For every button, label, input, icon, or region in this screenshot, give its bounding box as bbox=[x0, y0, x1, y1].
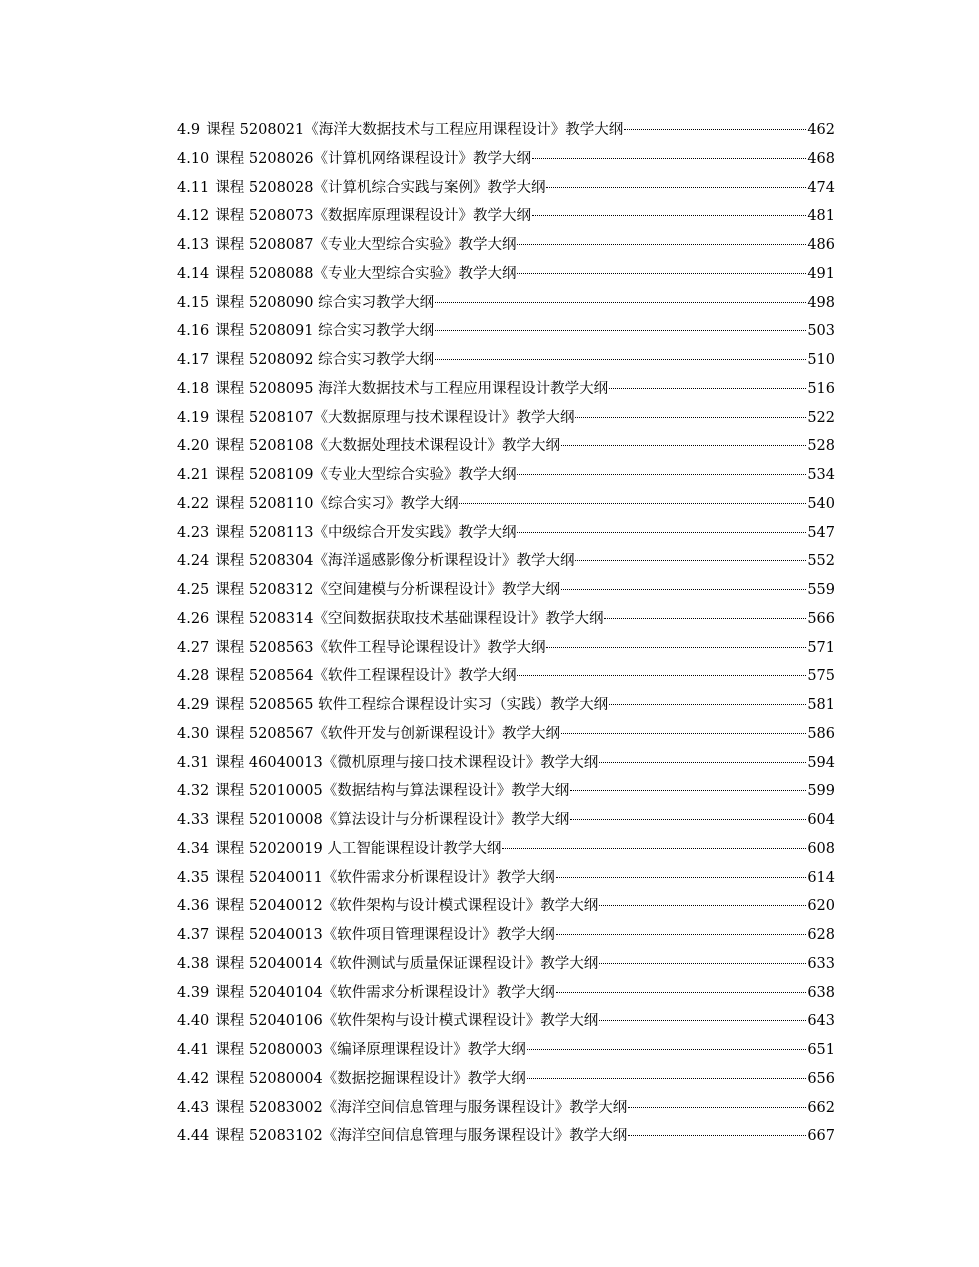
toc-entry[interactable] bbox=[177, 174, 835, 203]
toc-dot-leader bbox=[517, 273, 806, 274]
toc-entry-title: 课程 5208073《数据库原理课程设计》教学大纲 bbox=[215, 208, 531, 225]
toc-entry-page-number: 638 bbox=[807, 984, 835, 1001]
toc-entry-title-group bbox=[177, 116, 623, 145]
toc-entry[interactable] bbox=[177, 892, 835, 921]
toc-entry-title: 课程 5208107《大数据原理与技术课程设计》教学大纲 bbox=[215, 409, 575, 426]
toc-dot-leader bbox=[546, 187, 806, 188]
toc-entry[interactable] bbox=[177, 432, 835, 461]
toc-entry-title: 课程 52080003《编译原理课程设计》教学大纲 bbox=[215, 1042, 526, 1058]
toc-entry-page-number: 559 bbox=[807, 582, 835, 598]
toc-entry-title: 课程 5208110《综合实习》教学大纲 bbox=[215, 495, 459, 512]
toc-entry-number: 4.44 bbox=[177, 1128, 210, 1145]
toc-entry-title: 课程 52040104《软件需求分析课程设计》教学大纲 bbox=[215, 984, 555, 1001]
toc-entry-title-group bbox=[177, 950, 598, 979]
toc-entry-title: 课程 52010005《数据结构与算法课程设计》教学大纲 bbox=[215, 783, 570, 800]
toc-entry-page-number: 643 bbox=[807, 1013, 835, 1030]
toc-dot-leader bbox=[517, 675, 806, 676]
toc-entry-page-number: 586 bbox=[807, 725, 835, 742]
toc-entry-number: 4.27 bbox=[177, 639, 210, 656]
table-of-contents bbox=[177, 116, 835, 1151]
toc-entry-page-number: 498 bbox=[807, 294, 835, 311]
toc-entry-title-group bbox=[177, 576, 560, 605]
toc-dot-leader bbox=[517, 532, 806, 533]
toc-entry-page-number: 575 bbox=[807, 668, 835, 685]
toc-entry-number: 4.39 bbox=[177, 984, 210, 1001]
toc-entry-title: 课程 52040014《软件测试与质量保证课程设计》教学大纲 bbox=[215, 955, 599, 972]
toc-dot-leader bbox=[628, 1135, 806, 1136]
toc-entry-title-group bbox=[177, 1007, 598, 1036]
toc-entry-title-group bbox=[177, 432, 560, 461]
toc-entry-title-group bbox=[177, 777, 569, 806]
toc-entry-title: 课程 5208021《海洋大数据技术与工程应用课程设计》教学大纲 bbox=[206, 122, 624, 138]
toc-entry-page-number: 481 bbox=[807, 208, 835, 225]
toc-entry-page-number: 566 bbox=[807, 610, 835, 627]
toc-entry-title: 课程 5208312《空间建模与分析课程设计》教学大纲 bbox=[215, 582, 560, 598]
toc-entry[interactable] bbox=[177, 605, 835, 634]
toc-entry-title-group bbox=[177, 174, 545, 203]
toc-entry-number: 4.28 bbox=[177, 668, 210, 685]
toc-entry-number: 4.26 bbox=[177, 610, 210, 627]
toc-dot-leader bbox=[527, 1049, 807, 1050]
toc-entry-title-group bbox=[177, 1094, 627, 1123]
toc-entry-number: 4.38 bbox=[177, 955, 210, 972]
toc-entry-title: 课程 5208108《大数据处理技术课程设计》教学大纲 bbox=[215, 438, 560, 455]
toc-dot-leader bbox=[609, 388, 806, 389]
toc-entry-number: 4.18 bbox=[177, 380, 210, 397]
toc-entry-title-group bbox=[177, 317, 434, 346]
toc-dot-leader bbox=[575, 417, 806, 418]
toc-entry-number: 4.17 bbox=[177, 352, 210, 368]
toc-dot-leader bbox=[561, 445, 806, 446]
toc-entry-title-group bbox=[177, 691, 608, 720]
toc-entry-title-group bbox=[177, 145, 531, 174]
toc-entry-number: 4.12 bbox=[177, 208, 210, 225]
toc-entry-title: 课程 5208088《专业大型综合实验》教学大纲 bbox=[215, 265, 517, 282]
toc-entry-title: 课程 5208113《中级综合开发实践》教学大纲 bbox=[215, 524, 517, 541]
toc-dot-leader bbox=[561, 589, 806, 590]
toc-entry-title-group bbox=[177, 806, 569, 835]
toc-entry-page-number: 468 bbox=[807, 150, 835, 167]
toc-entry-number: 4.41 bbox=[177, 1042, 210, 1058]
toc-entry-title-group bbox=[177, 260, 516, 289]
toc-dot-leader bbox=[556, 877, 807, 878]
toc-entry-number: 4.23 bbox=[177, 524, 210, 541]
toc-entry[interactable] bbox=[177, 921, 835, 950]
toc-entry-number: 4.40 bbox=[177, 1013, 210, 1030]
toc-entry-number: 4.11 bbox=[177, 179, 210, 196]
toc-entry-title-group bbox=[177, 231, 516, 260]
toc-entry-page-number: 540 bbox=[807, 495, 835, 512]
toc-entry-page-number: 547 bbox=[807, 524, 835, 541]
toc-entry-title: 课程 52040106《软件架构与设计模式课程设计》教学大纲 bbox=[215, 1013, 599, 1030]
toc-entry-title-group bbox=[177, 979, 555, 1008]
toc-entry-title-group bbox=[177, 346, 434, 375]
toc-entry-title: 课程 52020019 人工智能课程设计教学大纲 bbox=[215, 840, 502, 857]
toc-entry[interactable] bbox=[177, 864, 835, 893]
toc-entry[interactable] bbox=[177, 519, 835, 548]
toc-dot-leader bbox=[609, 704, 806, 705]
toc-dot-leader bbox=[599, 905, 806, 906]
toc-entry-title: 课程 52040013《软件项目管理课程设计》教学大纲 bbox=[215, 927, 555, 943]
toc-entry[interactable] bbox=[177, 1094, 835, 1123]
toc-entry-page-number: 534 bbox=[807, 467, 835, 483]
toc-dot-leader bbox=[532, 215, 806, 216]
toc-entry-title: 课程 5208564《软件工程课程设计》教学大纲 bbox=[215, 668, 517, 685]
toc-entry[interactable] bbox=[177, 835, 835, 864]
toc-entry-number: 4.24 bbox=[177, 553, 210, 570]
toc-entry-page-number: 571 bbox=[807, 639, 835, 656]
toc-entry-title: 课程 5208314《空间数据获取技术基础课程设计》教学大纲 bbox=[215, 610, 604, 627]
toc-entry-page-number: 594 bbox=[807, 754, 835, 771]
toc-entry[interactable] bbox=[177, 950, 835, 979]
toc-entry[interactable] bbox=[177, 490, 835, 519]
toc-entry-title-group bbox=[177, 892, 598, 921]
toc-entry[interactable] bbox=[177, 634, 835, 663]
toc-entry-page-number: 503 bbox=[807, 323, 835, 340]
toc-entry-page-number: 662 bbox=[807, 1099, 835, 1116]
toc-entry-number: 4.30 bbox=[177, 725, 210, 742]
toc-entry-title-group bbox=[177, 835, 501, 864]
toc-entry-title: 课程 52083002《海洋空间信息管理与服务课程设计》教学大纲 bbox=[215, 1099, 628, 1116]
toc-entry-title: 课程 52080004《数据挖掘课程设计》教学大纲 bbox=[215, 1070, 526, 1087]
toc-entry-number: 4.31 bbox=[177, 754, 210, 771]
toc-entry-page-number: 628 bbox=[807, 927, 835, 943]
toc-entry-title: 课程 5208090 综合实习教学大纲 bbox=[215, 294, 435, 311]
toc-entry-number: 4.22 bbox=[177, 495, 210, 512]
toc-entry-number: 4.34 bbox=[177, 840, 210, 857]
toc-dot-leader bbox=[575, 560, 806, 561]
toc-entry-title: 课程 52040011《软件需求分析课程设计》教学大纲 bbox=[215, 869, 555, 886]
toc-entry-title: 课程 5208092 综合实习教学大纲 bbox=[215, 352, 435, 368]
toc-dot-leader bbox=[624, 129, 806, 130]
toc-dot-leader bbox=[628, 1107, 806, 1108]
toc-entry-title: 课程 5208304《海洋遥感影像分析课程设计》教学大纲 bbox=[215, 553, 575, 570]
toc-entry-number: 4.37 bbox=[177, 927, 210, 943]
toc-dot-leader bbox=[604, 618, 806, 619]
toc-entry-title: 课程 52010008《算法设计与分析课程设计》教学大纲 bbox=[215, 812, 570, 828]
toc-entry-title-group bbox=[177, 547, 574, 576]
toc-entry[interactable] bbox=[177, 691, 835, 720]
toc-dot-leader bbox=[502, 848, 806, 849]
toc-entry-title: 课程 5208028《计算机综合实践与案例》教学大纲 bbox=[215, 179, 546, 196]
toc-entry-page-number: 656 bbox=[807, 1070, 835, 1087]
toc-entry-number: 4.32 bbox=[177, 783, 210, 800]
toc-dot-leader bbox=[435, 359, 806, 360]
toc-entry[interactable] bbox=[177, 461, 835, 490]
toc-entry[interactable] bbox=[177, 404, 835, 433]
toc-entry[interactable] bbox=[177, 317, 835, 346]
toc-entry[interactable] bbox=[177, 231, 835, 260]
toc-entry-page-number: 528 bbox=[807, 438, 835, 455]
toc-entry-page-number: 486 bbox=[807, 237, 835, 253]
toc-entry-title: 课程 52040012《软件架构与设计模式课程设计》教学大纲 bbox=[215, 898, 599, 915]
toc-dot-leader bbox=[599, 762, 806, 763]
toc-entry[interactable] bbox=[177, 1065, 835, 1094]
toc-entry-title: 课程 5208026《计算机网络课程设计》教学大纲 bbox=[215, 150, 531, 167]
toc-entry-title: 课程 5208087《专业大型综合实验》教学大纲 bbox=[215, 237, 517, 253]
toc-dot-leader bbox=[435, 302, 806, 303]
toc-entry-title: 课程 5208109《专业大型综合实验》教学大纲 bbox=[215, 467, 517, 483]
toc-entry-title-group bbox=[177, 634, 545, 663]
toc-entry[interactable] bbox=[177, 346, 835, 375]
toc-entry-number: 4.42 bbox=[177, 1070, 210, 1087]
toc-entry[interactable] bbox=[177, 662, 835, 691]
toc-entry-title-group bbox=[177, 662, 516, 691]
toc-entry-title-group bbox=[177, 720, 560, 749]
toc-entry-page-number: 462 bbox=[807, 122, 835, 138]
toc-entry-title: 课程 46040013《微机原理与接口技术课程设计》教学大纲 bbox=[215, 754, 599, 771]
toc-entry[interactable] bbox=[177, 289, 835, 318]
toc-dot-leader bbox=[459, 503, 806, 504]
toc-entry-number: 4.43 bbox=[177, 1099, 210, 1116]
toc-dot-leader bbox=[561, 733, 806, 734]
toc-dot-leader bbox=[517, 474, 806, 475]
toc-entry-number: 4.36 bbox=[177, 898, 210, 915]
toc-entry[interactable] bbox=[177, 1036, 835, 1065]
toc-dot-leader bbox=[556, 992, 807, 993]
toc-entry[interactable] bbox=[177, 1007, 835, 1036]
toc-entry-title: 课程 52083102《海洋空间信息管理与服务课程设计》教学大纲 bbox=[215, 1128, 628, 1145]
toc-entry-number: 4.20 bbox=[177, 438, 210, 455]
toc-entry-title-group bbox=[177, 921, 555, 950]
toc-entry-title: 课程 5208567《软件开发与创新课程设计》教学大纲 bbox=[215, 725, 560, 742]
toc-entry[interactable] bbox=[177, 145, 835, 174]
toc-entry-title-group bbox=[177, 461, 516, 490]
toc-entry-title-group bbox=[177, 749, 598, 778]
toc-entry[interactable] bbox=[177, 547, 835, 576]
toc-entry-page-number: 491 bbox=[807, 265, 835, 282]
toc-entry[interactable] bbox=[177, 1122, 835, 1151]
toc-entry-title-group bbox=[177, 1065, 526, 1094]
toc-entry-title-group bbox=[177, 864, 555, 893]
toc-entry[interactable] bbox=[177, 777, 835, 806]
toc-entry-title-group bbox=[177, 1122, 627, 1151]
toc-dot-leader bbox=[527, 1078, 807, 1079]
toc-entry-page-number: 608 bbox=[807, 840, 835, 857]
toc-dot-leader bbox=[546, 647, 806, 648]
toc-entry[interactable] bbox=[177, 749, 835, 778]
toc-entry[interactable] bbox=[177, 576, 835, 605]
toc-entry-title: 课程 5208091 综合实习教学大纲 bbox=[215, 323, 435, 340]
toc-entry-page-number: 620 bbox=[807, 898, 835, 915]
toc-entry-page-number: 633 bbox=[807, 955, 835, 972]
toc-entry-number: 4.29 bbox=[177, 697, 210, 713]
toc-entry-number: 4.15 bbox=[177, 294, 210, 311]
toc-entry-number: 4.25 bbox=[177, 582, 210, 598]
toc-dot-leader bbox=[532, 158, 806, 159]
toc-dot-leader bbox=[435, 330, 806, 331]
toc-entry-title-group bbox=[177, 289, 434, 318]
toc-entry[interactable] bbox=[177, 260, 835, 289]
toc-entry-number: 4.10 bbox=[177, 150, 210, 167]
toc-entry-number: 4.13 bbox=[177, 237, 210, 253]
toc-entry-page-number: 510 bbox=[807, 352, 835, 368]
toc-dot-leader bbox=[556, 934, 807, 935]
toc-entry-page-number: 516 bbox=[807, 380, 835, 397]
toc-entry-number: 4.21 bbox=[177, 467, 210, 483]
toc-entry-number: 4.9 bbox=[177, 122, 201, 138]
toc-entry-page-number: 599 bbox=[807, 783, 835, 800]
toc-entry-page-number: 667 bbox=[807, 1128, 835, 1145]
toc-dot-leader bbox=[599, 1020, 806, 1021]
toc-entry-page-number: 522 bbox=[807, 409, 835, 426]
toc-entry-number: 4.35 bbox=[177, 869, 210, 886]
toc-entry-title: 课程 5208563《软件工程导论课程设计》教学大纲 bbox=[215, 639, 546, 656]
toc-entry-title: 课程 5208095 海洋大数据技术与工程应用课程设计教学大纲 bbox=[215, 380, 609, 397]
toc-entry-title: 课程 5208565 软件工程综合课程设计实习（实践）教学大纲 bbox=[215, 697, 609, 713]
toc-entry-title-group bbox=[177, 375, 608, 404]
toc-entry-title-group bbox=[177, 519, 516, 548]
toc-entry-number: 4.16 bbox=[177, 323, 210, 340]
toc-entry-number: 4.33 bbox=[177, 812, 210, 828]
toc-entry[interactable] bbox=[177, 806, 835, 835]
toc-entry-title-group bbox=[177, 605, 603, 634]
toc-entry[interactable] bbox=[177, 375, 835, 404]
toc-entry-page-number: 474 bbox=[807, 179, 835, 196]
toc-entry-page-number: 604 bbox=[807, 812, 835, 828]
toc-dot-leader bbox=[570, 819, 806, 820]
toc-dot-leader bbox=[570, 790, 806, 791]
toc-entry-title-group bbox=[177, 202, 531, 231]
toc-entry-number: 4.19 bbox=[177, 409, 210, 426]
toc-entry-page-number: 614 bbox=[807, 869, 835, 886]
toc-dot-leader bbox=[517, 244, 806, 245]
toc-entry-title-group bbox=[177, 404, 574, 433]
toc-entry-title-group bbox=[177, 1036, 526, 1065]
toc-entry[interactable] bbox=[177, 116, 835, 145]
toc-entry[interactable] bbox=[177, 979, 835, 1008]
toc-entry[interactable] bbox=[177, 202, 835, 231]
toc-entry-page-number: 581 bbox=[807, 697, 835, 713]
toc-entry-page-number: 651 bbox=[807, 1042, 835, 1058]
toc-entry-number: 4.14 bbox=[177, 265, 210, 282]
toc-entry-page-number: 552 bbox=[807, 553, 835, 570]
toc-dot-leader bbox=[599, 963, 806, 964]
toc-entry[interactable] bbox=[177, 720, 835, 749]
toc-entry-title-group bbox=[177, 490, 458, 519]
